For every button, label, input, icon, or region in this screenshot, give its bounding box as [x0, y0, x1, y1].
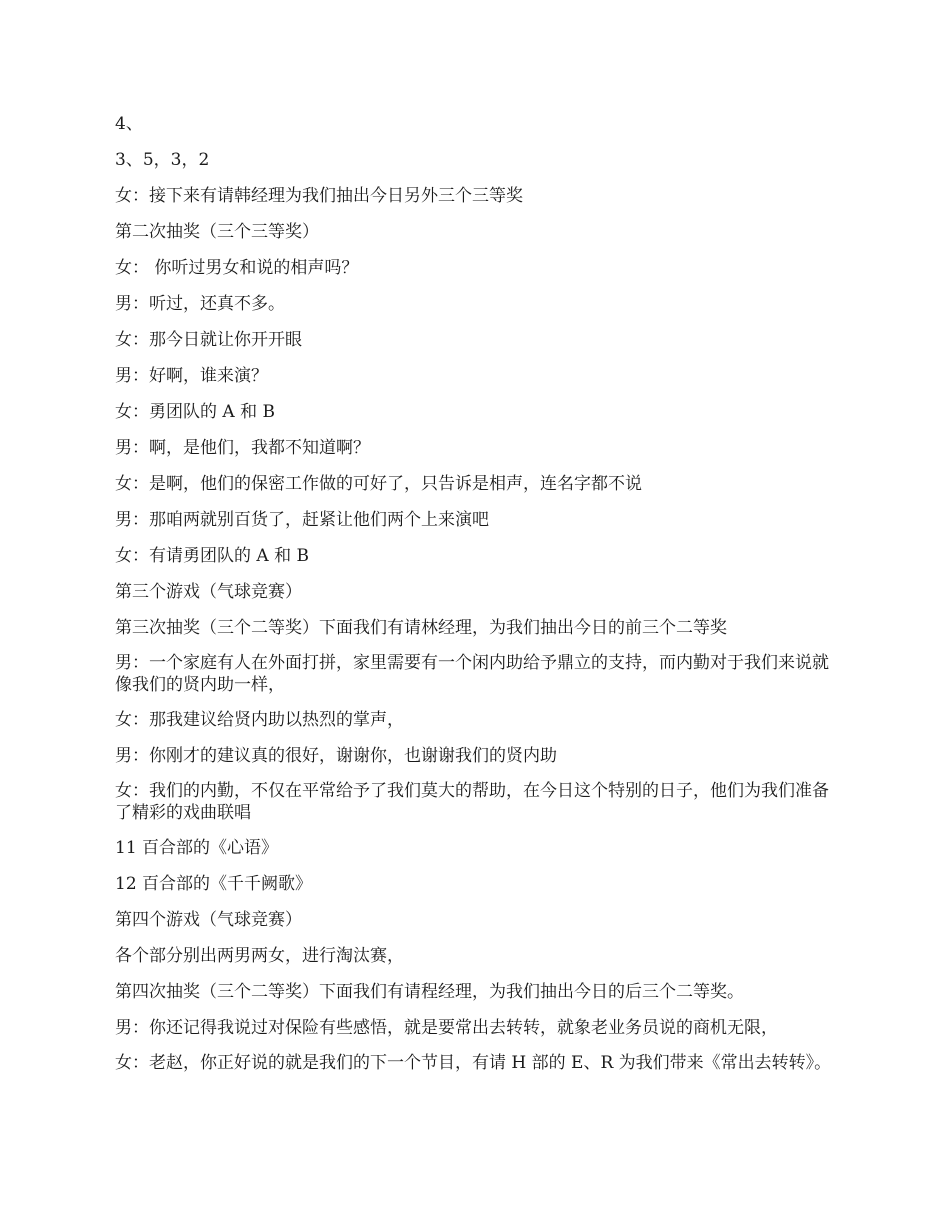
text-line: 各个部分别出两男两女，进行淘汰赛， — [115, 946, 404, 966]
section-heading: 第三个游戏（气球竞赛） — [115, 582, 302, 602]
section-heading: 第四个游戏（气球竞赛） — [115, 910, 302, 930]
text-line: 4、 — [115, 114, 143, 134]
program-item: 11 百合部的《心语》 — [115, 838, 279, 858]
dialogue-line: 女： 你听过男女和说的相声吗？ — [115, 258, 359, 278]
dialogue-line: 男：一个家庭有人在外面打拼，家里需要有一个闲内助给予鼎立的支持，而内勤对于我们来说就像我们的贤内助一样， — [115, 653, 829, 695]
dialogue-line: 男：你刚才的建议真的很好，谢谢你，也谢谢我们的贤内助 — [115, 746, 557, 766]
dialogue-line: 女：那我建议给贤内助以热烈的掌声， — [115, 710, 404, 730]
dialogue-line: 女：我们的内勤，不仅在平常给予了我们莫大的帮助，在今日这个特别的日子，他们为我们准备了精彩的戏曲联唱 — [115, 781, 829, 823]
dialogue-line: 女：是啊，他们的保密工作做的可好了，只告诉是相声，连名字都不说 — [115, 474, 642, 494]
section-heading: 第二次抽奖（三个三等奖） — [115, 222, 319, 242]
dialogue-line: 男：你还记得我说过对保险有些感悟，就是要常出去转转，就象老业务员说的商机无限， — [115, 1018, 778, 1038]
dialogue-line: 男：听过，还真不多。 — [115, 294, 285, 314]
dialogue-line: 男：好啊，谁来演？ — [115, 366, 268, 386]
dialogue-line: 女：老赵，你正好说的就是我们的下一个节目，有请 H 部的 E、R 为我们带来《常出去转转》。 — [115, 1053, 832, 1073]
text-line: 女：接下来有请韩经理为我们抽出今日另外三个三等奖 — [115, 186, 523, 206]
dialogue-line: 女：那今日就让你开开眼 — [115, 330, 302, 350]
dialogue-line: 男：啊，是他们，我都不知道啊？ — [115, 438, 370, 458]
program-item: 12 百合部的《千千阙歌》 — [115, 874, 313, 894]
dialogue-line: 男：那咱两就别百货了，赶紧让他们两个上来演吧 — [115, 510, 489, 530]
section-heading: 第四次抽奖（三个二等奖）下面我们有请程经理，为我们抽出今日的后三个二等奖。 — [115, 982, 744, 1002]
document-body — [115, 112, 845, 1086]
dialogue-line: 女：有请勇团队的 A 和 B — [115, 546, 309, 566]
text-line: 3、5，3，2 — [115, 150, 210, 170]
section-heading: 第三次抽奖（三个二等奖）下面我们有请林经理，为我们抽出今日的前三个二等奖 — [115, 618, 727, 638]
dialogue-line: 女：勇团队的 A 和 B — [115, 402, 275, 422]
